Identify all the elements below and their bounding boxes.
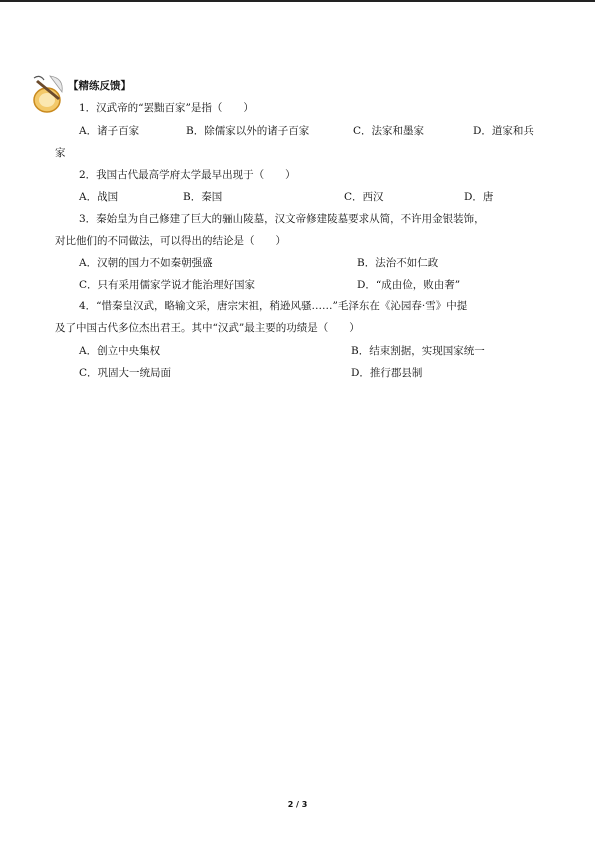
question-2-option-a: A．战国 (79, 191, 119, 203)
question-3-option-b: B．法治不如仁政 (357, 257, 439, 269)
page-number: 2 / 3 (287, 800, 308, 809)
question-1-option-d: D．道家和兵 (473, 125, 534, 137)
header-rule (0, 0, 595, 2)
question-2-option-d: D．唐 (464, 191, 494, 203)
question-4-stem: 4．“惜秦皇汉武，略输文采，唐宗宋祖，稍逊风骚……”毛泽东在《沁园春·雪》中提 (79, 300, 468, 312)
question-4-option-d: D．推行郡县制 (351, 367, 423, 379)
question-3-stem-line2: 对比他们的不同做法，可以得出的结论是（ ） (55, 235, 286, 247)
question-2-option-c: C．西汉 (344, 191, 384, 203)
question-2-stem: 2．我国古代最高学府太学最早出现于（ ） (79, 169, 296, 181)
question-3-option-c: C．只有采用儒家学说才能治理好国家 (79, 279, 256, 291)
question-1-stem: 1．汉武帝的“罢黜百家”是指（ ） (79, 102, 254, 114)
question-1-option-c: C．法家和墨家 (353, 125, 425, 137)
question-3-option-d: D．“成由俭，败由奢” (357, 279, 461, 291)
question-1-option-b: B．除儒家以外的诸子百家 (186, 125, 310, 137)
question-4-stem-line2: 及了中国古代多位杰出君王。其中“汉武”最主要的功绩是（ ） (55, 322, 360, 334)
question-3-option-a: A．汉朝的国力不如秦朝强盛 (79, 257, 213, 269)
question-4-option-c: C．巩固大一统局面 (79, 367, 172, 379)
question-1-option-d-continuation: 家 (55, 147, 66, 159)
question-1-option-a: A．诸子百家 (79, 125, 140, 137)
question-4-option-a: A．创立中央集权 (79, 345, 161, 357)
section-title: 【精练反馈】 (68, 80, 131, 92)
question-4-option-b: B．结束割据，实现国家统一 (351, 345, 485, 357)
question-3-stem: 3．秦始皇为自己修建了巨大的骊山陵墓，汉文帝修建陵墓要求从简，不许用金银装饰， (79, 213, 485, 225)
question-2-option-b: B．秦国 (183, 191, 223, 203)
writing-feather-icon (30, 72, 68, 114)
